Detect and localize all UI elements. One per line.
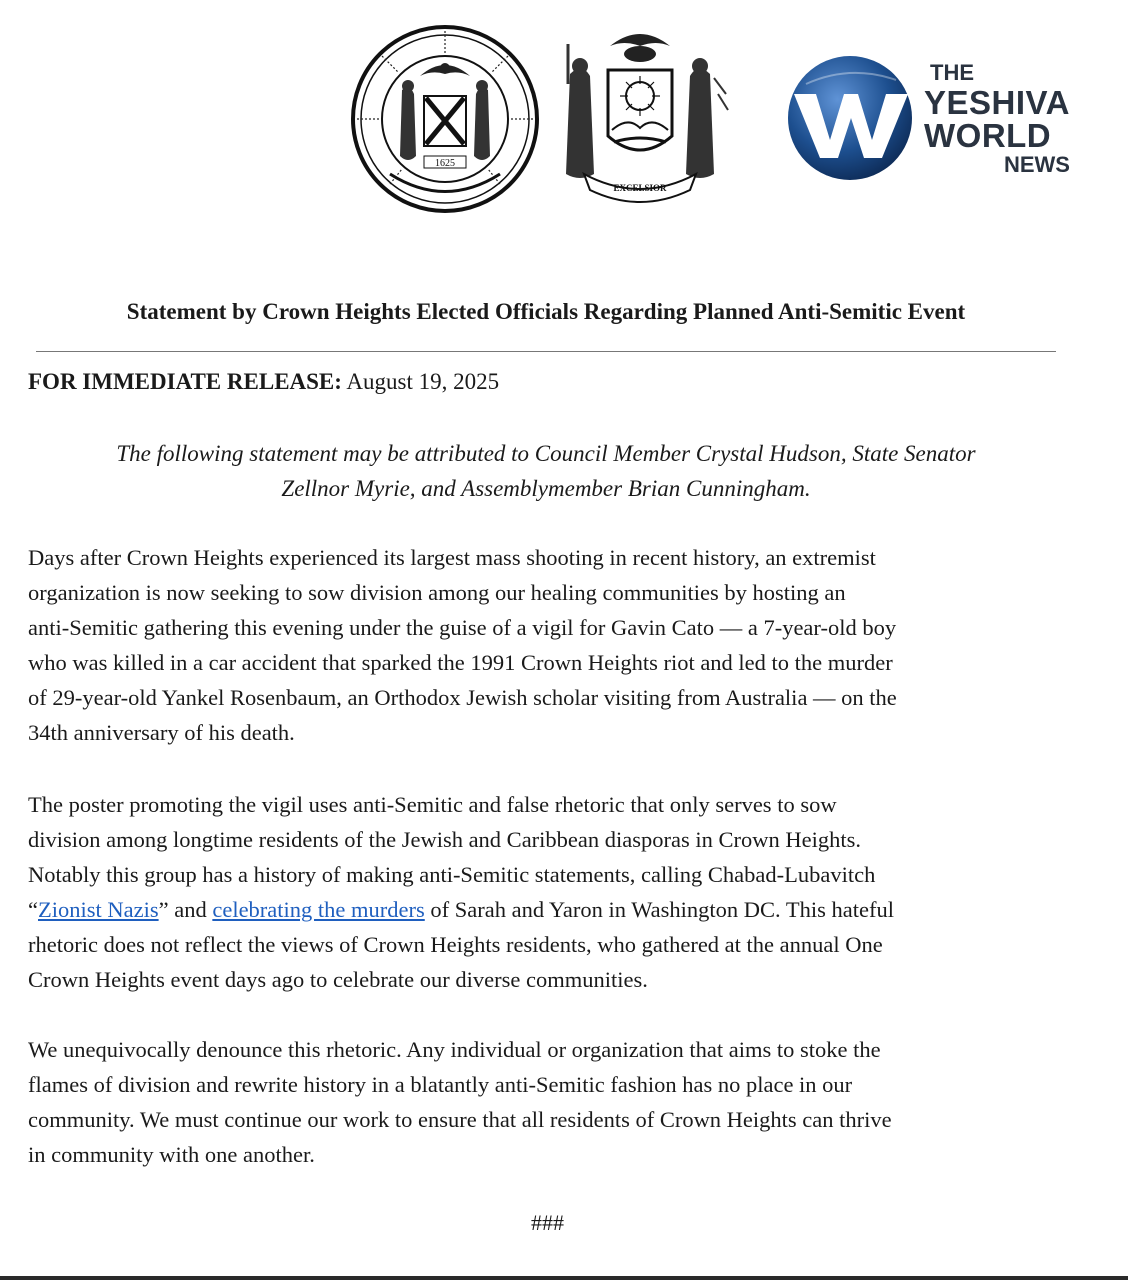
paragraph-2-line-3: Notably this group has a history of making anti-Semitic statements, calling Chabad-Lubavitch [28, 862, 876, 887]
paragraph-1 [28, 540, 1073, 750]
yww-wordmark [924, 62, 1070, 176]
paragraph-1-line-1: Days after Crown Heights experienced its largest mass shooting in recent history, an extremist [28, 545, 876, 570]
yww-emblem-icon [786, 54, 914, 182]
bottom-border [0, 1276, 1128, 1280]
paragraph-3-line-2: flames of division and rewrite history in a blatantly anti-Semitic fashion has no place in our [28, 1072, 853, 1097]
end-mark: ### [531, 1210, 564, 1235]
paragraph-2-line-2: division among longtime residents of the Jewish and Caribbean diasporas in Crown Heights. [28, 827, 861, 852]
paragraph-3-line-1: We unequivocally denounce this rhetoric. Any individual or organization that aims to stoke the [28, 1037, 881, 1062]
yww-world-text: WORLD [924, 117, 1052, 154]
paragraph-2-line-5: rhetoric does not reflect the views of Crown Heights residents, who gathered at the annual One [28, 932, 883, 957]
paragraph-2-line-1: The poster promoting the vigil uses anti-Semitic and false rhetoric that only serves to sow [28, 792, 837, 817]
nys-seal-motto: EXCELSIOR [613, 183, 667, 193]
release-date: August 19, 2025 [346, 369, 500, 394]
paragraph-1-line-6: 34th anniversary of his death. [28, 720, 295, 745]
yeshiva-world-news-logo [786, 52, 1096, 184]
paragraph-2-line-6: Crown Heights event days ago to celebrate our diverse communities. [28, 967, 648, 992]
zionist-nazis-link[interactable]: Zionist Nazis [38, 897, 159, 922]
close-quote-and: ” and [158, 897, 213, 922]
statement-headline: Statement by Crown Heights Elected Officials Regarding Planned Anti-Semitic Event [126, 299, 966, 324]
paragraph-2-line-4 [28, 892, 1073, 927]
nyc-seal-year: 1625 [435, 158, 455, 169]
nyc-seal-logo [350, 24, 540, 214]
yww-yeshiva-text: YESHIVA [924, 84, 1070, 121]
paragraph-2 [28, 787, 1073, 997]
paragraph-2-line-4-end: of Sarah and Yaron in Washington DC. This hateful [424, 897, 894, 922]
paragraph-3 [28, 1032, 1073, 1172]
attribution-line-1: The following statement may be attributed to Council Member Crystal Hudson, State Senator [116, 441, 976, 466]
paragraph-3-line-4: in community with one another. [28, 1142, 315, 1167]
paragraph-1-line-5: of 29-year-old Yankel Rosenbaum, an Orthodox Jewish scholar visiting from Australia — on the [28, 685, 897, 710]
open-quote: “ [28, 897, 38, 922]
nys-seal-logo [548, 24, 732, 206]
release-line [28, 366, 499, 398]
paragraph-3-line-3: community. We must continue our work to ensure that all residents of Crown Heights can thrive [28, 1107, 892, 1132]
attribution-line-2: Zellnor Myrie, and Assemblymember Brian Cunningham. [281, 476, 811, 501]
paragraph-1-line-2: organization is now seeking to sow division among our healing communities by hosting an [28, 580, 846, 605]
yww-news-text: NEWS [1003, 152, 1070, 177]
headline-divider [36, 351, 1056, 352]
celebrating-the-murders-link[interactable]: celebrating the murders [212, 897, 425, 922]
yww-the-text: THE [930, 60, 974, 85]
paragraph-1-line-3: anti-Semitic gathering this evening under the guise of a vigil for Gavin Cato — a 7-year-old boy [28, 615, 897, 640]
header-logos [0, 0, 1128, 230]
attribution-statement [36, 436, 1056, 506]
release-label: FOR IMMEDIATE RELEASE: [28, 369, 342, 394]
paragraph-1-line-4: who was killed in a car accident that sparked the 1991 Crown Heights riot and led to the murder [28, 650, 893, 675]
